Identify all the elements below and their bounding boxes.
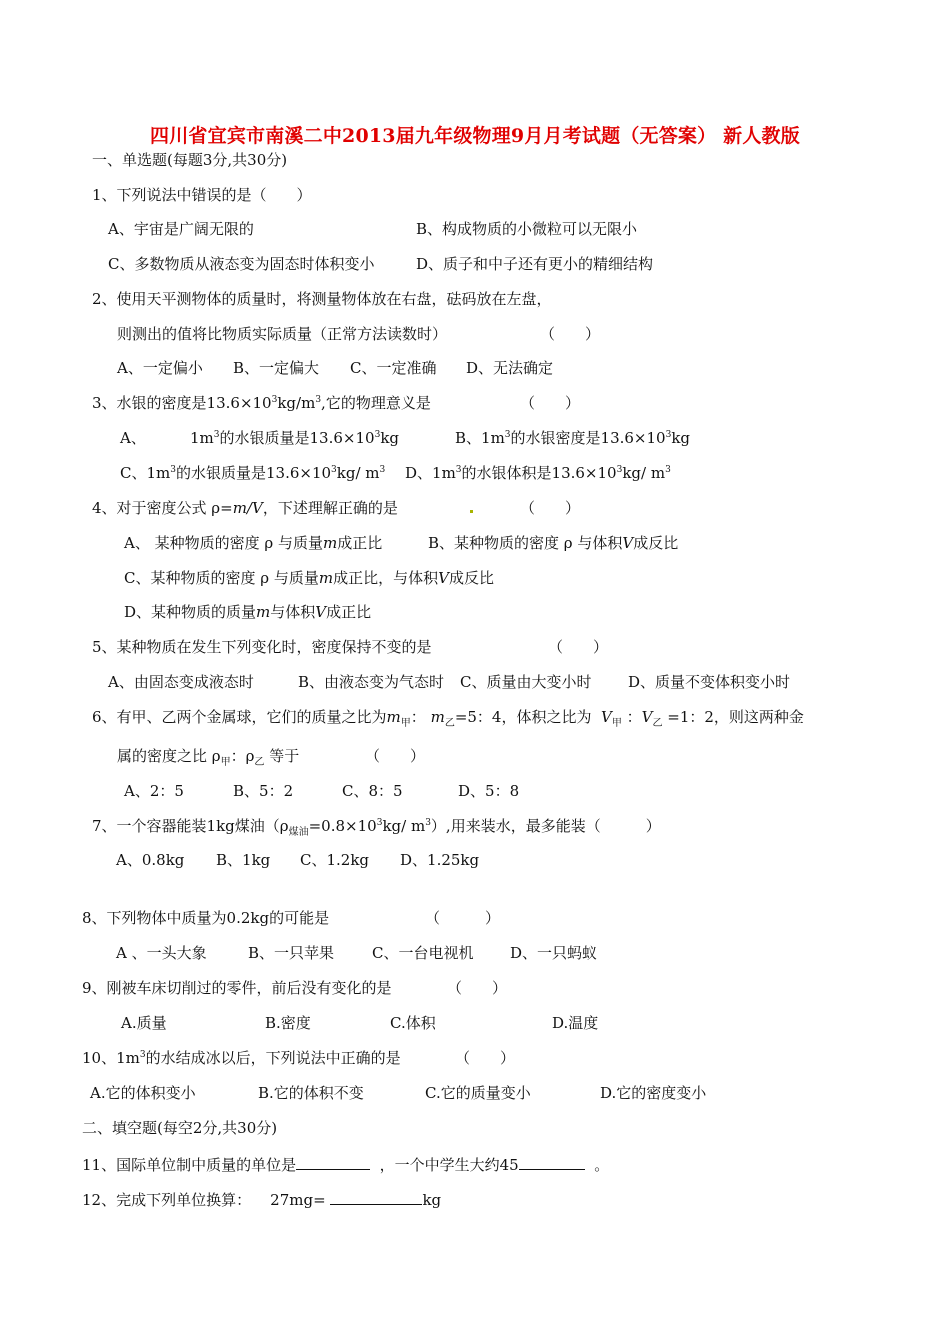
question-9-option-a: A.质量 (121, 1014, 167, 1032)
question-1-option-c: C、多数物质从液态变为固态时体积变小 (108, 255, 375, 273)
question-5-option-b: B、由液态变为气态时 (298, 673, 445, 691)
question-3-answer-paren: （ ） (520, 394, 581, 412)
question-1-option-a: A、宇宙是广阔无限的 (108, 220, 254, 238)
question-10-option-b: B.它的体积不变 (258, 1084, 364, 1102)
question-7-option-a: A、0.8kg (116, 851, 185, 869)
question-1-option-d: D、质子和中子还有更小的精细结构 (416, 255, 654, 273)
question-10-option-a: A.它的体积变小 (90, 1084, 196, 1102)
question-9-option-d: D.温度 (552, 1014, 599, 1032)
question-4-option-d: D、某种物质的质量m与体积V成正比 (124, 603, 372, 621)
question-2-option-a: A、一定偏小 (117, 359, 203, 377)
question-2-option-d: D、无法确定 (466, 359, 554, 377)
question-7-option-d: D、1.25kg (400, 851, 480, 869)
question-3-option-a: $1m^3$的水银质量是$13.6\times 10^3kg$ (190, 429, 400, 447)
question-3-option-a-label: A、 (120, 429, 146, 447)
question-5-option-c: C、质量由大变小时 (460, 673, 592, 691)
question-10-answer-paren: （ ） (455, 1049, 516, 1067)
question-9-option-c: C.体积 (390, 1014, 436, 1032)
question-8-stem: 8、下列物体中质量为0.2kg的可能是 (82, 909, 330, 927)
question-6-option-a: A、2：5 (124, 782, 184, 800)
question-5-option-a: A、由固态变成液态时 (108, 673, 254, 691)
section-heading-single-choice: 一、单选题(每题3分,共30分) (92, 151, 288, 169)
question-2-stem-line2: 则测出的值将比物质实际质量（正常方法读数时） (117, 325, 448, 343)
question-2-option-b: B、一定偏大 (233, 359, 320, 377)
question-5-answer-paren: （ ） (548, 638, 609, 656)
stray-dot (470, 510, 473, 513)
question-4-stem: 4、对于密度公式 ρ=m/V，下述理解正确的是 (92, 499, 398, 517)
question-2-answer-paren: （ ） (540, 325, 601, 343)
question-5-option-d: D、质量不变体积变小时 (628, 673, 791, 691)
question-8-option-a: A 、一头大象 (116, 944, 207, 962)
question-9-stem: 9、刚被车床切削过的零件，前后没有变化的是 (82, 979, 392, 997)
question-3-stem: 3、水银的密度是$13.6\times 10^3kg/m^3$,它的物理意义是 (92, 394, 431, 412)
question-9-option-b: B.密度 (265, 1014, 311, 1032)
question-3-option-b: B、$1m^3$的水银密度是$13.6\times 10^3kg$ (455, 429, 691, 447)
question-6-stem: 6、有甲、乙两个金属球，它们的质量之比为$m_甲$： $m_乙=5$：4，体积之比为 $V_甲$ ：$V_乙 =1$：2，则这两种金 (92, 708, 804, 729)
question-1-option-b: B、构成物质的小微粒可以无限小 (416, 220, 638, 238)
question-7-option-b: B、1kg (216, 851, 271, 869)
question-2-option-c: C、一定准确 (350, 359, 437, 377)
answer-blank[interactable] (519, 1153, 585, 1170)
question-4-option-a: A、 某种物质的密度 ρ 与质量m成正比 (124, 534, 383, 552)
question-4-option-c: C、某种物质的密度 ρ 与质量m成正比，与体积V成反比 (124, 569, 494, 587)
question-8-answer-paren: （ ） (425, 909, 501, 927)
question-5-stem: 5、某种物质在发生下列变化时，密度保持不变的是 (92, 638, 432, 656)
question-7-stem: 7、一个容器能装1kg煤油（$\rho_{煤油}=0.8\times 10^3kg/$ $m^3$）,用来装水，最多能装（ ） (92, 817, 661, 838)
question-4-answer-paren: （ ） (520, 499, 581, 517)
question-6-answer-paren: （ ） (365, 747, 426, 765)
question-9-answer-paren: （ ） (447, 979, 508, 997)
question-3-option-d: D、$1m^3$的水银体积是$13.6\times 10^3kg/$ $m^3$ (405, 464, 671, 482)
question-6-option-c: C、8：5 (342, 782, 403, 800)
question-6-option-d: D、5：8 (458, 782, 520, 800)
page-title: 四川省宜宾市南溪二中2013届九年级物理9月月考试题（无答案） 新人教版 (150, 125, 800, 147)
answer-blank[interactable] (296, 1153, 370, 1170)
question-2-stem: 2、使用天平测物体的质量时，将测量物体放在右盘，砝码放在左盘， (92, 290, 552, 308)
question-4-option-b: B、某种物质的密度 ρ 与体积V成反比 (428, 534, 679, 552)
question-1-stem: 1、下列说法中错误的是（ ） (92, 186, 312, 204)
question-10-stem: 10、$1m^3$的水结成冰以后，下列说法中正确的是 (82, 1049, 401, 1067)
question-8-option-c: C、一台电视机 (372, 944, 474, 962)
question-12: 12、完成下列单位换算： 27mg= kg (82, 1188, 441, 1210)
question-3-option-c: C、$1m^3$的水银质量是$13.6\times 10^3kg/$ $m^3$ (120, 464, 386, 482)
question-6-option-b: B、5：2 (233, 782, 294, 800)
section-heading-fill-in: 二、填空题(每空2分,共30分) (82, 1119, 278, 1137)
question-8-option-d: D、一只蚂蚁 (510, 944, 598, 962)
question-8-option-b: B、一只苹果 (248, 944, 335, 962)
question-10-option-c: C.它的质量变小 (425, 1084, 531, 1102)
question-11: 11、国际单位制中质量的单位是 ，一个中学生大约45 。 (82, 1153, 609, 1175)
question-6-stem-line2: 属的密度之比 $\rho_甲$：$\rho_乙$ 等于 (117, 747, 300, 768)
question-7-option-c: C、1.2kg (300, 851, 370, 869)
question-10-option-d: D.它的密度变小 (600, 1084, 707, 1102)
answer-blank[interactable] (330, 1188, 422, 1205)
